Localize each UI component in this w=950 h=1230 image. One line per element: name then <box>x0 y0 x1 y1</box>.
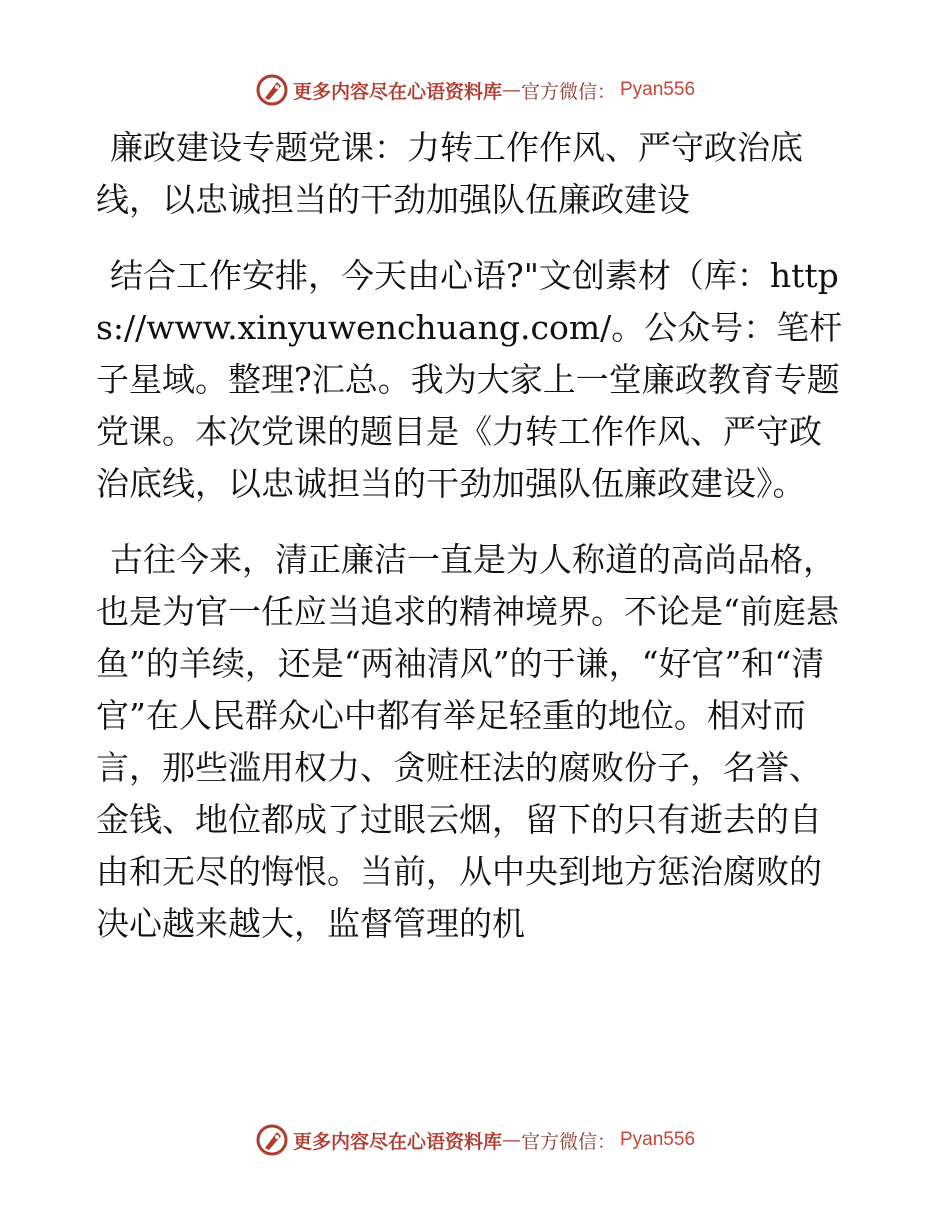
watermark-handle: Pyan556 <box>620 1129 696 1150</box>
watermark-main-text: 更多内容尽在心语资料库 <box>292 1130 502 1153</box>
footer-watermark <box>0 1120 950 1160</box>
pen-nib-logo-icon <box>255 1123 289 1157</box>
header-watermark <box>0 70 950 110</box>
pen-nib-logo-icon <box>255 73 289 107</box>
paragraph-1: 结合工作安排，今天由心语?"文创素材（库：https://www.xinyuwenchuang.com/。公众号：笔杆子星域。整理?汇总。我为大家上一堂廉政教育专题党课。本次党课的题目是《力转工作作风、严守政治底线，以忠诚担当的干劲加强队伍廉政建设》。 <box>96 256 843 503</box>
watermark-sub-text: 官方微信： <box>520 1130 616 1153</box>
paragraph-2: 古往今来，清正廉洁一直是为人称道的高尚品格，也是为官一任应当追求的精神境界。不论是“前庭悬鱼”的羊续，还是“两袖清风”的于谦，“好官”和“清官”在人民群众心中都有举足轻重的地位。相对而言，那些滥用权力、贪赃枉法的腐败份子，名誉、金钱、地位都成了过眼云烟，留下的只有逝去的自由和无尽的悔恨。当前，从中央到地方惩治腐败的决心越来越大，监督管理的机 <box>96 540 839 943</box>
watermark-separator: — <box>501 79 521 101</box>
watermark-handle: Pyan556 <box>620 79 696 100</box>
document-title: 廉政建设专题党课：力转工作作风、严守政治底线，以忠诚担当的干劲加强队伍廉政建设 <box>96 128 803 219</box>
watermark-sub-text: 官方微信： <box>520 80 616 103</box>
watermark-separator: — <box>501 1129 521 1151</box>
watermark-main-text: 更多内容尽在心语资料库 <box>292 80 502 103</box>
document-body <box>96 122 852 950</box>
